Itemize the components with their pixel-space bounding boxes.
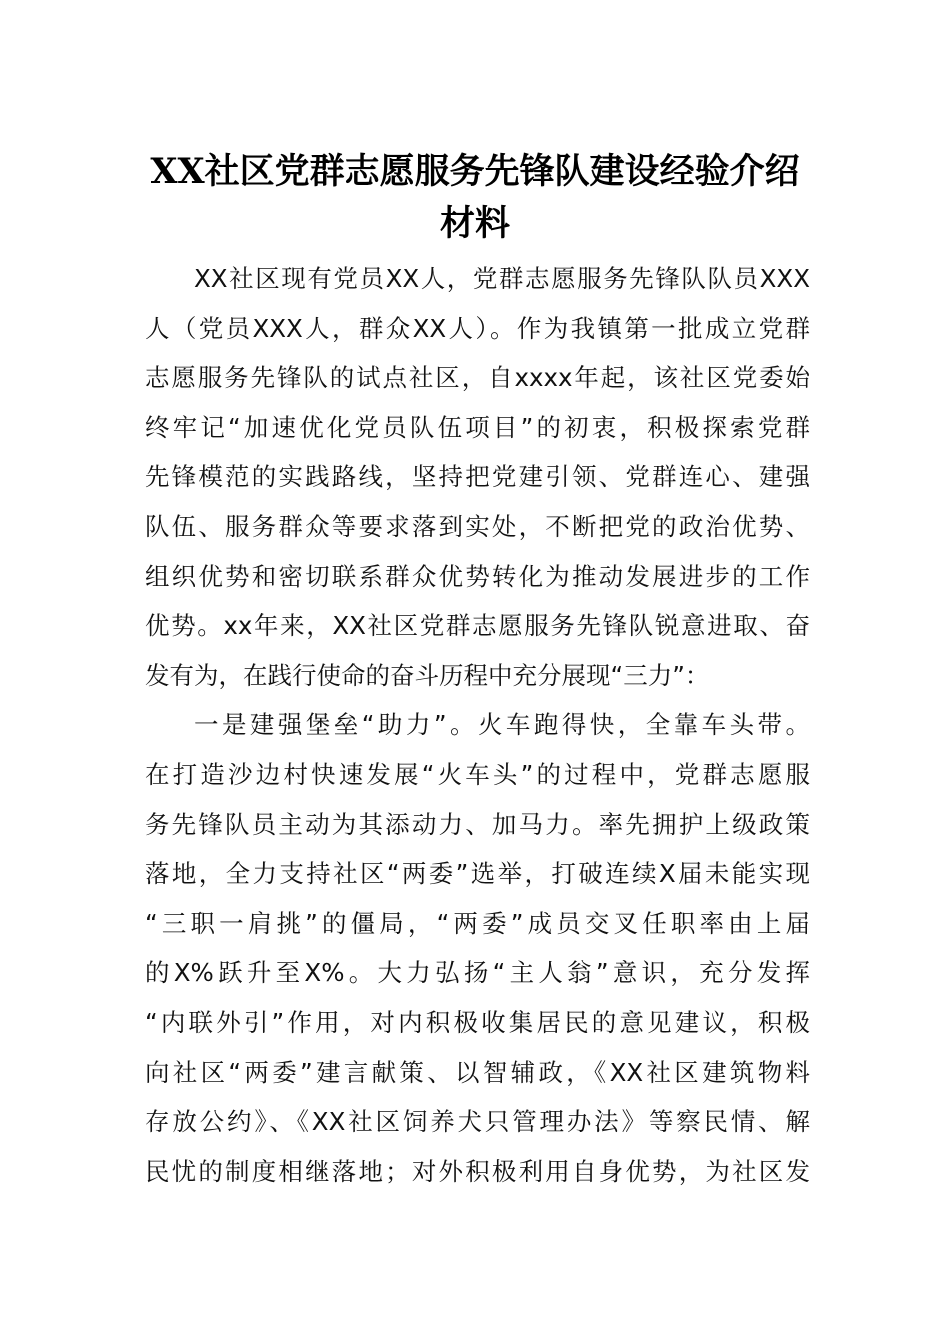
paragraph-1-line: 终牢记“加速优化党员队伍项目”的初衷，积极探索党群 xyxy=(145,412,810,442)
title-line-2: 材料 xyxy=(439,203,510,244)
paragraph-2-line: 一是建强堡垒“助力”。火车跑得快，全靠车头带。 xyxy=(194,710,810,740)
paragraph-1-line: 组织优势和密切联系群众优势转化为推动发展进步的工作 xyxy=(145,561,810,591)
paragraph-2-line: 存放公约》、《XX社区饲养犬只管理办法》等察民情、解 xyxy=(145,1107,810,1137)
document-body xyxy=(145,254,810,1196)
paragraph-1-line: 先锋模范的实践路线，坚持把党建引领、党群连心、建强 xyxy=(145,462,810,492)
paragraph-2-line: 的X%跃升至X%。大力弘扬“主人翁”意识，充分发挥 xyxy=(145,958,810,988)
paragraph-2-line: 向社区“两委”建言献策、以智辅政，《XX社区建筑物料 xyxy=(145,1057,810,1087)
paragraph-1-line: 人（党员XXX人，群众XX人）。作为我镇第一批成立党群 xyxy=(145,313,810,343)
paragraph-2-line: 落地，全力支持社区“两委”选举，打破连续X届未能实现 xyxy=(145,859,810,889)
document-title xyxy=(140,146,810,250)
paragraph-2-line: “内联外引”作用，对内积极收集居民的意见建议，积极 xyxy=(145,1007,810,1037)
paragraph-1-line: 志愿服务先锋队的试点社区，自xxxx年起，该社区党委始 xyxy=(145,363,810,393)
paragraph-1-line: 队伍、服务群众等要求落到实处，不断把党的政治优势、 xyxy=(145,511,810,541)
paragraph-1-line: 发有为，在践行使命的奋斗历程中充分展现“三力”： xyxy=(145,660,710,690)
paragraph-2-line: “三职一肩挑”的僵局，“两委”成员交叉任职率由上届 xyxy=(145,908,810,938)
paragraph-2-line: 务先锋队员主动为其添动力、加马力。率先拥护上级政策 xyxy=(145,809,810,839)
paragraph-1-line: XX社区现有党员XX人，党群志愿服务先锋队队员XXX xyxy=(194,264,810,293)
title-line-1: XX社区党群志愿服务先锋队建设经验介绍 xyxy=(150,151,800,192)
paragraph-1-line: 优势。xx年来，XX社区党群志愿服务先锋队锐意进取、奋 xyxy=(145,611,810,641)
paragraph-2-line: 民忧的制度相继落地；对外积极利用自身优势，为社区发 xyxy=(145,1156,810,1186)
paragraph-2-line: 在打造沙边村快速发展“火车头”的过程中，党群志愿服 xyxy=(145,759,810,789)
